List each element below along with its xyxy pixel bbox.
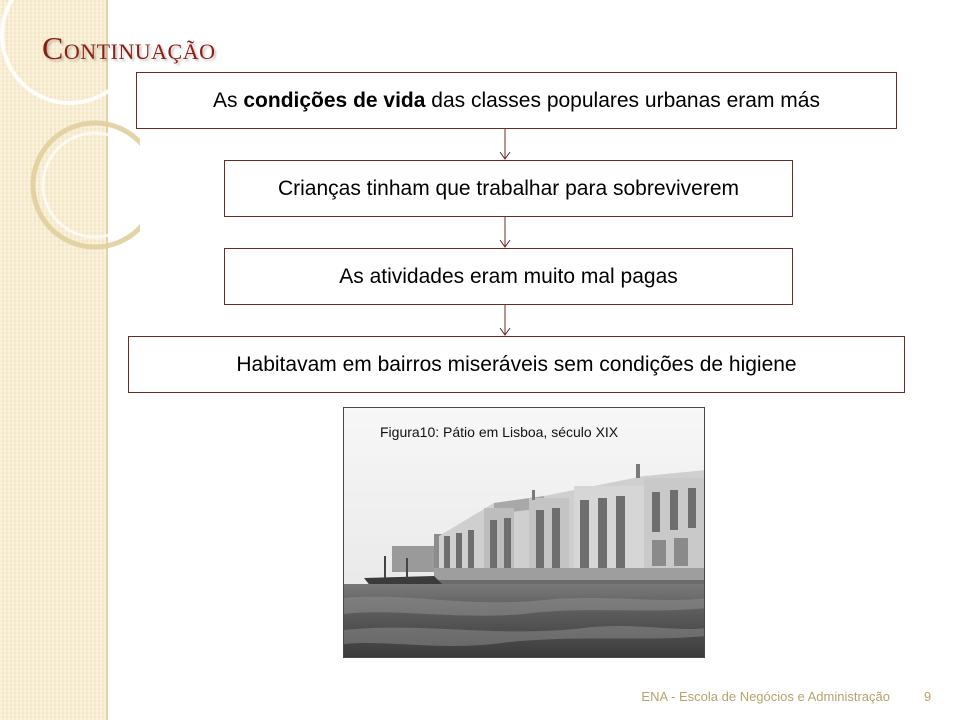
flow-box-2-text: Crianças tinham que trabalhar para sobreviverem (277, 176, 740, 200)
flow-box-1-text: As condições de vida das classes populares urbanas eram más (213, 88, 820, 112)
figure-caption: Figura10: Pátio em Lisboa, século XIX (380, 424, 619, 440)
flow-box-4-text: Habitavam em bairros miseráveis sem condições de higiene (236, 352, 797, 376)
historic-photo-figure (343, 407, 705, 658)
flow-box-3-text: As atividades eram muito mal pagas (339, 264, 678, 288)
page-number: 9 (924, 689, 932, 704)
arrow-down-icon (500, 129, 510, 159)
footer-institution: ENA - Escola de Negócios e Administração (641, 689, 890, 704)
arrow-down-icon (500, 305, 510, 335)
arrow-down-icon (500, 217, 510, 247)
slide-title: Continuação (42, 30, 216, 66)
lisbon-courtyard-photo (344, 408, 705, 658)
flow-box-1-bold: condições de vida (243, 88, 426, 112)
